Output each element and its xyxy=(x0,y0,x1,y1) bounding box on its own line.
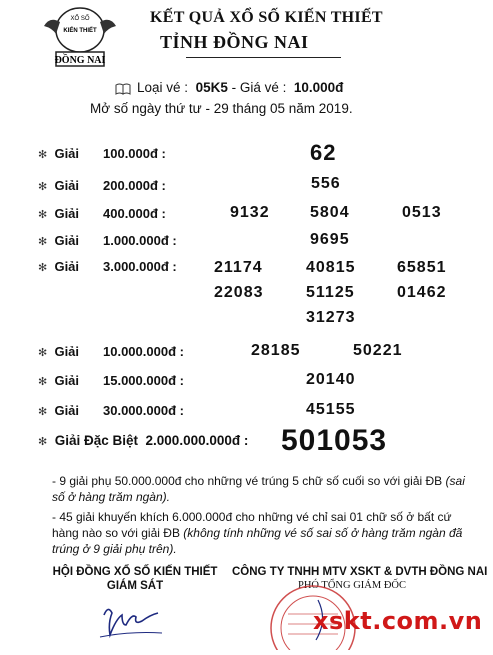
prize-row-15m-label: ✻ Giải 15.000.000đ : xyxy=(38,373,184,388)
star-icon: ✻ xyxy=(38,209,48,221)
winning-number: 31273 xyxy=(306,309,356,326)
ticket-type-label: Loại vé : xyxy=(137,80,189,95)
star-icon: ✻ xyxy=(38,406,48,418)
svg-text:XỔ SỐ: XỔ SỐ xyxy=(70,16,90,22)
note-consolation-prizes: - 45 giải khuyến khích 6.000.000đ cho những vé chỉ sai 01 chữ số ở bất cứ hàng nào so với giải ĐB (không tính những vé số sai số ở hàng trăm ngàn đã trúng ở 9 giải phụ trên). xyxy=(52,510,463,556)
winning-number: 556 xyxy=(311,175,341,192)
winning-number: 21174 xyxy=(214,259,263,276)
prize-row-400k-label: ✻ Giải 400.000đ : xyxy=(38,206,166,221)
prize-row-special-label: ✻ Giải Đặc Biệt 2.000.000.000đ : xyxy=(38,433,249,448)
book-icon xyxy=(115,82,131,94)
star-icon: ✻ xyxy=(38,436,48,448)
star-icon: ✻ xyxy=(38,181,48,193)
prize-row-200k-label: ✻ Giải 200.000đ : xyxy=(38,178,166,193)
special-prize-number: 501053 xyxy=(281,424,388,457)
winning-number: 65851 xyxy=(397,259,447,276)
winning-number: 9132 xyxy=(230,204,270,221)
prize-row-1m-label: ✻ Giải 1.000.000đ : xyxy=(38,233,177,248)
winning-number: 0513 xyxy=(402,204,442,221)
note-secondary-prizes: - 9 giải phụ 50.000.000đ cho những vé trúng 5 chữ số cuối so với giải ĐB (sai số ở hàng trăm ngàn). xyxy=(52,474,465,504)
watermark-site: xskt.com.vn xyxy=(313,607,483,635)
ticket-type-value: 05K5 xyxy=(195,80,228,95)
winning-number: 5804 xyxy=(310,204,350,221)
svg-text:ĐỒNG NAI: ĐỒNG NAI xyxy=(54,55,106,66)
supervisor-title: HỘI ĐỒNG XỔ SỐ KIẾN THIẾT GIÁM SÁT xyxy=(52,566,218,592)
company-title: CÔNG TY TNHH MTV XSKT & DVTH ĐỒNG NAI PHÓ TỔNG GIÁM ĐỐC xyxy=(232,566,488,591)
winning-number: 62 xyxy=(310,140,337,165)
draw-date: Mở số ngày thứ tư - 29 tháng 05 năm 2019. xyxy=(90,101,353,116)
winning-number: 40815 xyxy=(306,259,356,276)
province-title: TỈNH ĐỒNG NAI xyxy=(160,32,309,52)
winning-number: 28185 xyxy=(251,342,301,359)
page-title: KẾT QUẢ XỔ SỐ KIẾN THIẾT xyxy=(150,9,383,26)
winning-number: 9695 xyxy=(310,231,350,248)
prize-row-100k-label: ✻ Giải 100.000đ : xyxy=(38,146,166,161)
dong-nai-lottery-logo xyxy=(38,6,122,68)
prize-row-3m-label: ✻ Giải 3.000.000đ : xyxy=(38,259,177,274)
ticket-info-line xyxy=(137,80,343,95)
winning-number: 45155 xyxy=(306,401,356,418)
winning-number: 51125 xyxy=(306,284,355,301)
winning-number: 22083 xyxy=(214,284,264,301)
title-underline xyxy=(186,57,341,58)
star-icon: ✻ xyxy=(38,149,48,161)
star-icon: ✻ xyxy=(38,262,48,274)
ticket-price-value: 10.000đ xyxy=(293,80,344,95)
svg-text:KIẾN THIẾT: KIẾN THIẾT xyxy=(63,28,97,34)
winning-number: 20140 xyxy=(306,371,356,388)
supervisor-signature xyxy=(98,597,166,641)
winning-number: 50221 xyxy=(353,342,403,359)
prize-row-10m-label: ✻ Giải 10.000.000đ : xyxy=(38,344,184,359)
star-icon: ✻ xyxy=(38,376,48,388)
prize-row-30m-label: ✻ Giải 30.000.000đ : xyxy=(38,403,184,418)
star-icon: ✻ xyxy=(38,347,48,359)
star-icon: ✻ xyxy=(38,236,48,248)
winning-number: 01462 xyxy=(397,284,447,301)
ticket-price-label: - Giá vé : xyxy=(231,80,287,95)
